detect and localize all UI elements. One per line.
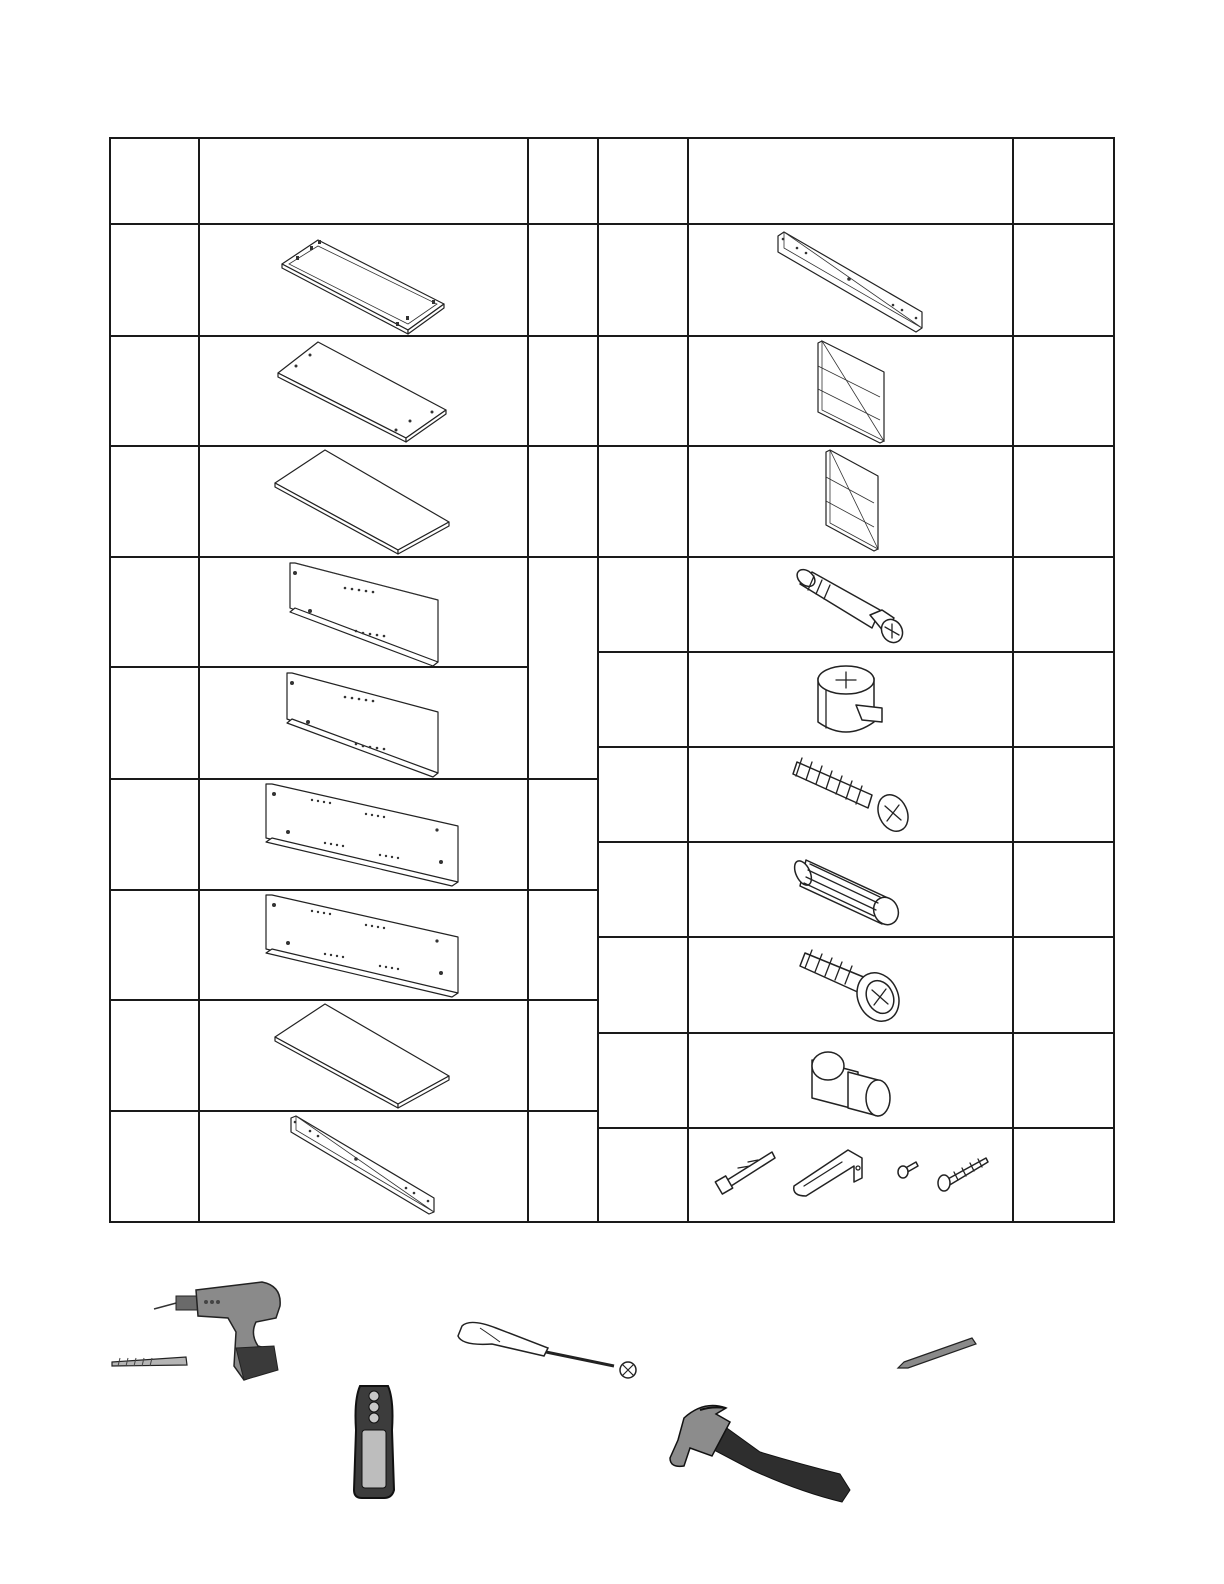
header-cell-drawing bbox=[199, 138, 528, 224]
panel-drilled-middle-drawing bbox=[278, 342, 446, 442]
rail-left-drawing bbox=[291, 1116, 434, 1214]
table-header bbox=[110, 138, 1114, 224]
panel-frame-top-drawing bbox=[282, 240, 444, 334]
long-side-panel-2-drawing bbox=[266, 895, 458, 997]
shelf-pin-icon bbox=[812, 1052, 890, 1116]
bottom-shelf-drawing bbox=[275, 1004, 449, 1108]
drill-bit-icon bbox=[112, 1357, 187, 1366]
header-cell-qty bbox=[528, 138, 598, 224]
wafer-screw-icon bbox=[800, 950, 907, 1028]
header-cell-qty-right bbox=[1013, 138, 1114, 224]
long-screw-icon bbox=[938, 1158, 988, 1191]
stud-finder-icon bbox=[354, 1386, 394, 1498]
cam-lock-icon bbox=[818, 666, 882, 732]
l-bracket-icon bbox=[794, 1150, 862, 1196]
side-panel-1-drawing bbox=[290, 563, 438, 666]
parts-table bbox=[110, 138, 1114, 1222]
back-panel-large-drawing bbox=[818, 341, 884, 443]
small-screw-icon bbox=[898, 1162, 918, 1178]
panel-plain-shelf-drawing bbox=[275, 450, 449, 554]
cam-bolt-icon bbox=[794, 566, 907, 646]
hammer-icon bbox=[670, 1406, 850, 1502]
long-side-panel-1-drawing bbox=[266, 784, 458, 886]
side-panel-2-drawing bbox=[287, 673, 438, 777]
header-cell-drawing-right bbox=[688, 138, 1013, 224]
confirmat-screw-icon bbox=[793, 758, 914, 836]
header-cell-part bbox=[110, 138, 199, 224]
back-panel-small-drawing bbox=[826, 450, 878, 551]
table-border bbox=[110, 138, 1114, 1222]
wooden-dowel-icon bbox=[791, 858, 903, 929]
header-cell-part-right bbox=[598, 138, 688, 224]
anchor-kit-icon bbox=[715, 1150, 988, 1196]
rail-right-drawing bbox=[778, 232, 922, 332]
wall-anchor-icon bbox=[715, 1152, 775, 1194]
screwdriver-icon bbox=[458, 1322, 636, 1378]
pencil-icon bbox=[898, 1338, 976, 1368]
